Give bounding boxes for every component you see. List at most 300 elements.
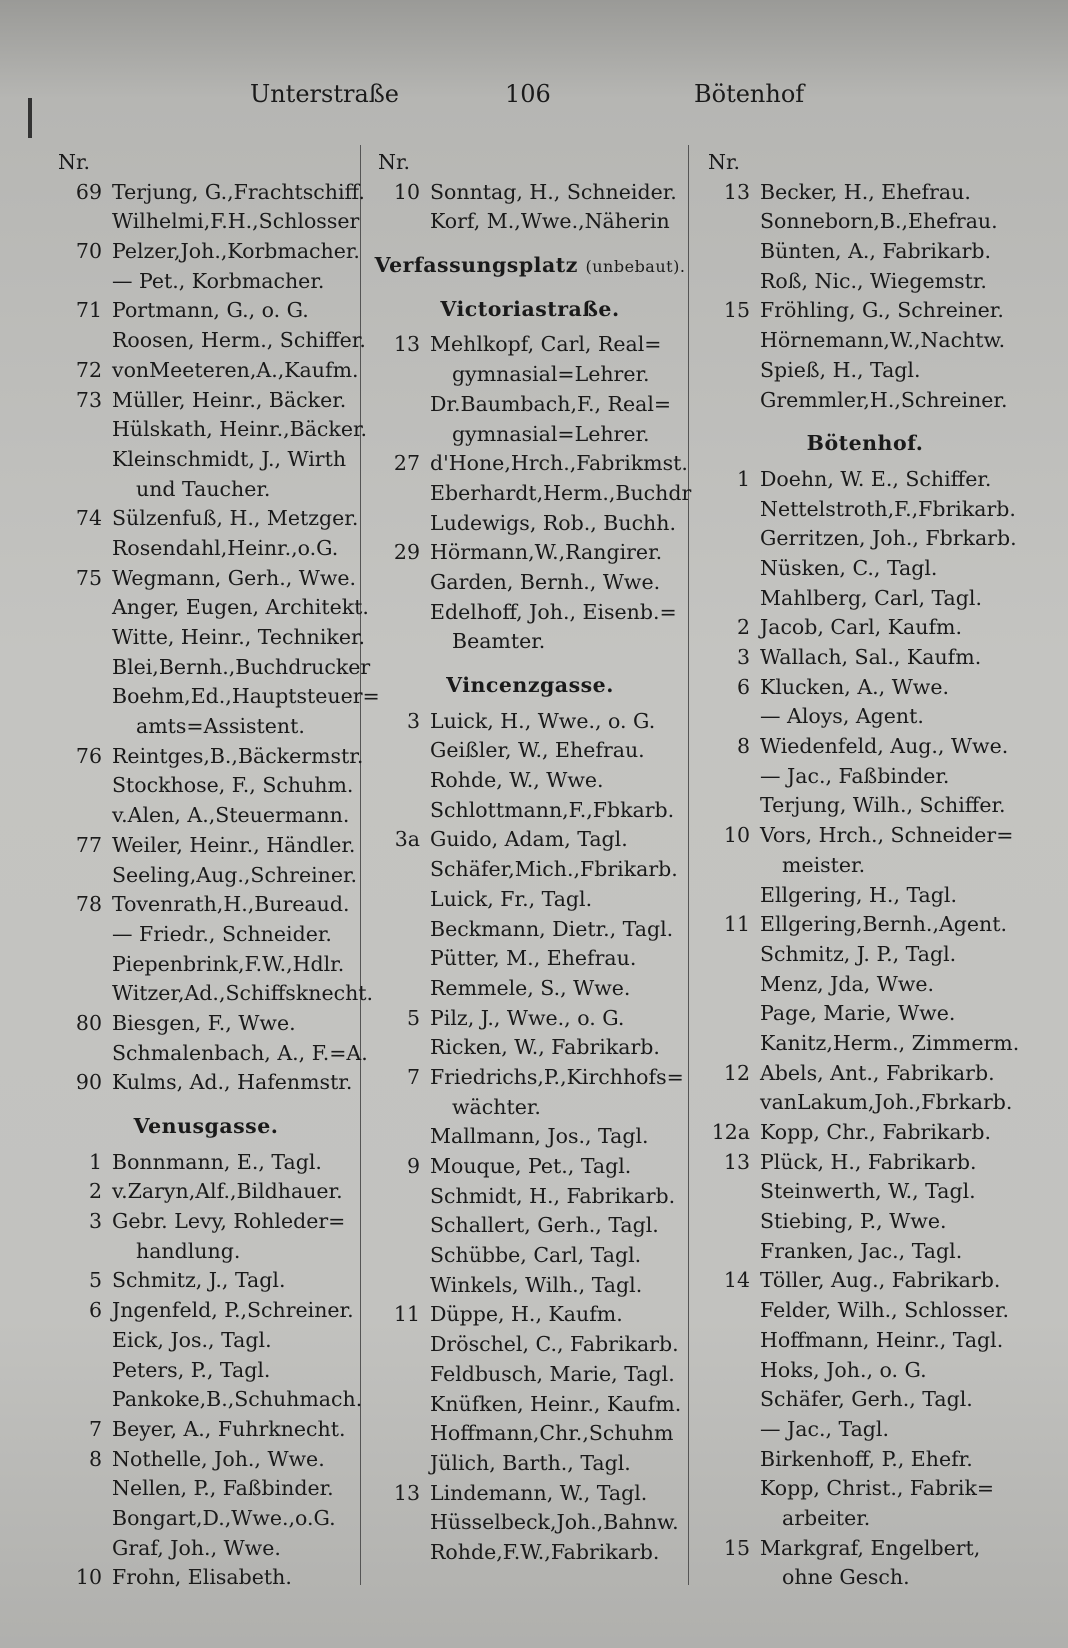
list-item [50, 207, 362, 237]
house-number: 90 [75, 1070, 102, 1095]
house-number: 13 [393, 332, 420, 357]
list-item [370, 1063, 690, 1093]
resident-entry: Schallert, Gerh., Tagl. [430, 1213, 659, 1238]
resident-entry: vonMeeteren,A.,Kaufm. [112, 357, 359, 382]
list-item [700, 1148, 1030, 1178]
house-number: 2 [736, 615, 750, 640]
nr-heading [370, 148, 690, 178]
list-item [370, 1360, 690, 1390]
house-number: 73 [75, 387, 102, 412]
list-item [50, 1445, 362, 1475]
list-item [370, 178, 690, 208]
resident-entry: Nothelle, Joh., Wwe. [112, 1446, 325, 1471]
house-number: 12 [723, 1060, 750, 1085]
resident-entry: Hüsselbeck,Joh.,Bahnw. [430, 1510, 679, 1535]
list-item [700, 1504, 1030, 1534]
list-item [50, 1009, 362, 1039]
place-name: Verfassungsplatz [374, 253, 578, 278]
list-item [700, 1118, 1030, 1148]
list-item [370, 1508, 690, 1538]
resident-entry: Boehm,Ed.,Hauptsteuer= [112, 684, 380, 709]
list-item [370, 796, 690, 826]
list-item [370, 1033, 690, 1063]
resident-entry: Hülskath, Heinr.,Bäcker. [112, 417, 368, 442]
resident-entry: v.Alen, A.,Steuermann. [112, 803, 350, 828]
list-item [700, 1088, 1030, 1118]
resident-entry: Knüfken, Heinr., Kaufm. [430, 1391, 682, 1416]
list-item [370, 944, 690, 974]
house-number: 11 [723, 912, 750, 937]
resident-entry: ohne Gesch. [782, 1565, 910, 1590]
nr-label: Nr. [378, 150, 411, 174]
resident-entry: Kopp, Chr., Fabrikarb. [760, 1120, 991, 1144]
resident-entry: Vors, Hrch., Schneider= [760, 823, 1014, 848]
header-right-street: Bötenhof [694, 80, 805, 108]
column-3-entries [700, 178, 1030, 416]
resident-entry: Kleinschmidt, J., Wirth [112, 446, 347, 471]
house-number: 1 [88, 1149, 102, 1174]
house-number: 71 [75, 298, 102, 323]
list-item [50, 475, 362, 505]
resident-entry: Anger, Eugen, Architekt. [112, 595, 369, 620]
list-item [370, 1241, 690, 1271]
house-number: 3a [394, 827, 420, 852]
list-item [370, 1449, 690, 1479]
resident-entry: Bongart,D.,Wwe.,o.G. [112, 1505, 336, 1530]
boetenhof-entries [700, 465, 1030, 1593]
list-item [370, 509, 690, 539]
list-item [50, 1356, 362, 1386]
list-item [50, 831, 362, 861]
list-item [50, 415, 368, 445]
list-item [370, 974, 690, 1004]
list-item [370, 1419, 690, 1449]
resident-entry: Luick, Fr., Tagl. [430, 886, 593, 911]
resident-entry: Steinwerth, W., Tagl. [760, 1179, 976, 1204]
house-number: 7 [88, 1416, 102, 1441]
resident-entry: Schmitz, J., Tagl. [112, 1268, 286, 1293]
list-item [700, 267, 1030, 297]
list-item [700, 673, 1030, 703]
house-number: 8 [88, 1446, 102, 1471]
resident-entry: Kulms, Ad., Hafenmstr. [112, 1070, 353, 1095]
list-item [50, 1563, 362, 1593]
list-item [700, 791, 1030, 821]
resident-entry: Abels, Ant., Fabrikarb. [760, 1060, 995, 1085]
list-item [50, 861, 362, 891]
house-number: 9 [406, 1154, 420, 1178]
house-number: 76 [75, 743, 102, 768]
column-2 [370, 148, 690, 1568]
list-item [370, 360, 690, 390]
list-item [50, 1039, 368, 1069]
house-number: 3 [88, 1209, 102, 1234]
house-number: 15 [723, 298, 750, 323]
resident-entry: Stockhose, F., Schuhm. [112, 773, 354, 798]
resident-entry: Sülzenfuß, H., Metzger. [112, 506, 359, 531]
list-item [50, 771, 362, 801]
resident-entry: Pankoke,B.,Schuhmach. [112, 1387, 363, 1412]
list-item [700, 386, 1030, 416]
list-item [700, 207, 1030, 237]
resident-entry: Schmidt, H., Fabrikarb. [430, 1183, 676, 1208]
column-1-entries [50, 178, 380, 1098]
resident-entry: Mallmann, Jos., Tagl. [430, 1124, 649, 1149]
resident-entry: amts=Assistent. [136, 714, 305, 739]
resident-entry: Bünten, A., Fabrikarb. [760, 239, 992, 264]
list-item [700, 732, 1030, 762]
resident-entry: — Jac., Tagl. [760, 1416, 889, 1441]
resident-entry: Luick, H., Wwe., o. G. [430, 708, 656, 733]
list-item [370, 390, 690, 420]
resident-entry: d'Hone,Hrch.,Fabrikmst. [430, 451, 688, 476]
resident-entry: Winkels, Wilh., Tagl. [430, 1272, 643, 1297]
resident-entry: Feldbusch, Marie, Tagl. [430, 1361, 675, 1386]
resident-entry: Eberhardt,Herm.,Buchdr [430, 480, 692, 505]
resident-entry: Düppe, H., Kaufm. [430, 1302, 623, 1327]
list-item [700, 1445, 1030, 1475]
list-item [370, 766, 690, 796]
house-number: 5 [88, 1268, 102, 1293]
place-note: (unbebaut). [585, 257, 686, 277]
resident-entry: Ricken, W., Fabrikarb. [430, 1035, 660, 1060]
resident-entry: Nüsken, C., Tagl. [760, 555, 938, 580]
house-number: 15 [723, 1535, 750, 1560]
resident-entry: Kanitz,Herm., Zimmerm. [760, 1030, 1020, 1055]
list-item [50, 564, 362, 594]
list-item [370, 449, 690, 479]
house-number: 10 [723, 823, 750, 848]
list-item [700, 495, 1030, 525]
resident-entry: Eick, Jos., Tagl. [112, 1327, 272, 1352]
resident-entry: Nettelstroth,F.,Fbrikarb. [760, 496, 1016, 521]
list-item [50, 1385, 362, 1415]
house-number: 11 [393, 1302, 420, 1327]
resident-entry: v.Zaryn,Alf.,Bildhauer. [112, 1179, 343, 1204]
resident-entry: Biesgen, F., Wwe. [112, 1010, 296, 1035]
list-item [370, 207, 690, 237]
house-number: 78 [75, 892, 102, 917]
list-item [370, 1093, 690, 1123]
house-number: 8 [736, 734, 750, 759]
resident-entry: Franken, Jac., Tagl. [760, 1238, 963, 1263]
resident-entry: Schlottmann,F.,Fbkarb. [430, 797, 675, 822]
list-item [370, 855, 690, 885]
list-item [370, 825, 690, 855]
resident-entry: Wallach, Sal., Kaufm. [760, 645, 982, 669]
resident-entry: handlung. [136, 1238, 241, 1263]
house-number: 1 [736, 466, 750, 491]
list-item [700, 1534, 1030, 1564]
list-item [370, 707, 690, 737]
resident-entry: Friedrichs,P.,Kirchhofs= [430, 1064, 684, 1089]
section-heading-vincenzgasse: Vincenzgasse. [446, 673, 614, 697]
resident-entry: Schübbe, Carl, Tagl. [430, 1243, 642, 1268]
resident-entry: wächter. [452, 1094, 541, 1119]
resident-entry: Mahlberg, Carl, Tagl. [760, 585, 982, 610]
venusgasse-entries [50, 1148, 362, 1593]
victoriastrasse-entries [370, 330, 690, 657]
resident-entry: arbeiter. [782, 1505, 871, 1530]
list-item [50, 1148, 362, 1178]
list-item [370, 479, 690, 509]
resident-entry: Ludewigs, Rob., Buchh. [430, 510, 676, 535]
house-number: 14 [723, 1268, 750, 1293]
resident-entry: Spieß, H., Tagl. [760, 357, 921, 382]
resident-entry: Schäfer,Mich.,Fbrikarb. [430, 857, 678, 882]
list-item [50, 742, 362, 772]
resident-entry: Geißler, W., Ehefrau. [430, 738, 645, 763]
spacer [700, 415, 1030, 429]
resident-entry: Tovenrath,H.,Bureaud. [112, 892, 350, 917]
list-item [50, 623, 366, 653]
house-number: 75 [75, 565, 102, 590]
list-item [700, 237, 1030, 267]
house-number: 27 [393, 451, 420, 476]
resident-entry: Felder, Wilh., Schlosser. [760, 1298, 1010, 1323]
resident-entry: Hoffmann, Heinr., Tagl. [760, 1327, 1004, 1352]
resident-entry: Korf, M.,Wwe.,Näherin [430, 209, 670, 234]
resident-entry: Rohde, W., Wwe. [430, 768, 604, 793]
resident-entry: Beyer, A., Fuhrknecht. [112, 1416, 346, 1441]
list-item [370, 1004, 690, 1034]
list-item [700, 1385, 1030, 1415]
list-item [50, 1237, 362, 1267]
column-2-entries [370, 178, 690, 237]
resident-entry: — Aloys, Agent. [760, 704, 924, 729]
list-item [50, 1207, 362, 1237]
page-number: 106 [505, 80, 551, 108]
resident-entry: Terjung, Wilh., Schiffer. [760, 793, 1006, 818]
list-item [700, 1059, 1030, 1089]
list-item [50, 653, 371, 683]
list-item [50, 1504, 362, 1534]
header-left-street: Unterstraße [250, 80, 399, 108]
list-item [50, 1068, 362, 1098]
resident-entry: Nellen, P., Faßbinder. [112, 1476, 334, 1501]
house-number: 3 [736, 645, 750, 669]
list-item [700, 356, 1030, 386]
house-number: 5 [406, 1005, 420, 1030]
house-number: 29 [393, 540, 420, 565]
list-item [50, 267, 362, 297]
resident-entry: Roß, Nic., Wiegemstr. [760, 268, 987, 293]
resident-entry: Müller, Heinr., Bäcker. [112, 387, 347, 412]
list-item [370, 1182, 690, 1212]
list-item [700, 702, 1030, 732]
resident-entry: Edelhoff, Joh., Eisenb.= [430, 599, 677, 624]
house-number: 69 [75, 179, 102, 204]
house-number: 6 [736, 674, 750, 699]
house-number: 10 [75, 1565, 102, 1590]
resident-entry: Jacob, Carl, Kaufm. [760, 615, 962, 640]
resident-entry: Becker, H., Ehefrau. [760, 179, 971, 204]
resident-entry: Jülich, Barth., Tagl. [430, 1450, 631, 1475]
list-item [700, 881, 1030, 911]
list-item [370, 1300, 690, 1330]
list-item [700, 851, 1030, 881]
list-item [370, 736, 690, 766]
resident-entry: Schmitz, J. P., Tagl. [760, 941, 957, 966]
list-item [700, 178, 1030, 208]
list-item [370, 330, 690, 360]
list-item [370, 915, 690, 945]
house-number: 7 [406, 1064, 420, 1089]
resident-entry: Pütter, M., Ehefrau. [430, 946, 637, 971]
resident-entry: Stiebing, P., Wwe. [760, 1209, 947, 1234]
resident-entry: Jngenfeld, P.,Schreiner. [112, 1298, 354, 1323]
house-number: 72 [75, 357, 102, 382]
list-item [370, 1390, 690, 1420]
list-item [50, 1534, 362, 1564]
resident-entry: — Pet., Korbmacher. [112, 268, 325, 293]
list-item [700, 999, 1030, 1029]
section-heading-verfassungsplatz [370, 251, 690, 281]
list-item [700, 1207, 1030, 1237]
list-item [50, 1266, 362, 1296]
resident-entry: Ellgering, H., Tagl. [760, 882, 957, 907]
resident-entry: Menz, Jda, Wwe. [760, 971, 935, 996]
resident-entry: und Taucher. [136, 476, 271, 501]
resident-entry: gymnasial=Lehrer. [452, 362, 650, 387]
vincenzgasse-entries [370, 707, 690, 1568]
resident-entry: Schäfer, Gerh., Tagl. [760, 1387, 973, 1412]
nr-heading [700, 148, 1030, 178]
list-item [50, 593, 369, 623]
list-item [50, 1415, 362, 1445]
list-item [700, 762, 1030, 792]
spacer [50, 1098, 362, 1112]
resident-entry: Wilhelmi,F.H.,Schlosser [112, 209, 360, 234]
list-item [370, 1122, 690, 1152]
list-item [50, 326, 366, 356]
list-item [370, 1479, 690, 1509]
house-number: 6 [88, 1298, 102, 1323]
list-item [50, 356, 362, 386]
section-heading-venusgasse: Venusgasse. [133, 1114, 279, 1138]
list-item [370, 1211, 690, 1241]
resident-entry: Beamter. [452, 629, 546, 654]
resident-entry: Reintges,B.,Bäckermstr. [112, 743, 364, 768]
resident-entry: Witzer,Ad.,Schiffsknecht. [112, 981, 374, 1006]
list-item [50, 682, 380, 712]
list-item [700, 613, 1030, 643]
list-item [700, 524, 1030, 554]
resident-entry: Garden, Bernh., Wwe. [430, 569, 661, 594]
resident-entry: Lindemann, W., Tagl. [430, 1480, 648, 1505]
house-number: 12a [711, 1120, 750, 1144]
resident-entry: Pilz, J., Wwe., o. G. [430, 1005, 625, 1030]
resident-entry: Hoks, Joh., o. G. [760, 1357, 927, 1382]
resident-entry: Doehn, W. E., Schiffer. [760, 466, 992, 491]
spacer [370, 657, 690, 671]
list-item [50, 534, 362, 564]
resident-entry: Plück, H., Fabrikarb. [760, 1149, 977, 1174]
resident-entry: Dröschel, C., Fabrikarb. [430, 1332, 679, 1357]
resident-entry: Frohn, Elisabeth. [112, 1565, 292, 1590]
resident-entry: meister. [782, 852, 866, 877]
resident-entry: Töller, Aug., Fabrikarb. [760, 1268, 1001, 1293]
resident-entry: Birkenhoff, P., Ehefr. [760, 1446, 973, 1471]
resident-entry: gymnasial=Lehrer. [452, 421, 650, 446]
list-item [50, 712, 362, 742]
resident-entry: Kopp, Christ., Fabrik= [760, 1476, 995, 1501]
resident-entry: Rosendahl,Heinr.,o.G. [112, 535, 339, 560]
resident-entry: Page, Marie, Wwe. [760, 1001, 956, 1026]
list-item [50, 979, 374, 1009]
resident-entry: Gremmler,H.,Schreiner. [760, 387, 1008, 412]
list-item [50, 504, 362, 534]
list-item [370, 1330, 690, 1360]
list-item [700, 1415, 1030, 1445]
resident-entry: Wiedenfeld, Aug., Wwe. [760, 734, 1009, 759]
list-item [700, 584, 1030, 614]
list-item [700, 910, 1030, 940]
list-item [50, 950, 362, 980]
list-item [700, 1177, 1030, 1207]
list-item [700, 1266, 1030, 1296]
list-item [50, 1474, 362, 1504]
list-item [370, 1152, 690, 1182]
column-3 [700, 148, 1030, 1593]
list-item [50, 445, 362, 475]
resident-entry: Schmalenbach, A., F.=A. [112, 1040, 368, 1065]
resident-entry: — Friedr., Schneider. [112, 921, 332, 946]
list-item [370, 420, 690, 450]
resident-entry: Klucken, A., Wwe. [760, 674, 949, 699]
resident-entry: Mehlkopf, Carl, Real= [430, 332, 662, 357]
list-item [700, 465, 1030, 495]
list-item [370, 568, 690, 598]
resident-entry: Rohde,F.W.,Fabrikarb. [430, 1539, 660, 1564]
resident-entry: Beckmann, Dietr., Tagl. [430, 916, 674, 941]
list-item [700, 643, 1030, 673]
nr-label: Nr. [708, 150, 741, 174]
resident-entry: Roosen, Herm., Schiffer. [112, 328, 366, 353]
list-item [50, 801, 362, 831]
resident-entry: Markgraf, Engelbert, [760, 1535, 981, 1560]
list-item [370, 627, 690, 657]
list-item [50, 296, 362, 326]
resident-entry: Bonnmann, E., Tagl. [112, 1149, 322, 1174]
resident-entry: Seeling,Aug.,Schreiner. [112, 862, 358, 887]
resident-entry: Sonneborn,B.,Ehefrau. [760, 209, 998, 234]
list-item [700, 296, 1030, 326]
resident-entry: Peters, P., Tagl. [112, 1357, 271, 1382]
page-header [0, 80, 1068, 116]
list-item [700, 326, 1030, 356]
list-item [700, 940, 1030, 970]
list-item [700, 821, 1030, 851]
list-item [370, 1271, 690, 1301]
list-item [50, 1177, 362, 1207]
list-item [700, 1237, 1030, 1267]
list-item [50, 1326, 362, 1356]
resident-entry: Hörmann,W.,Rangirer. [430, 540, 663, 565]
resident-entry: — Jac., Faßbinder. [760, 763, 950, 788]
list-item [370, 1538, 690, 1568]
house-number: 80 [75, 1010, 102, 1035]
list-item [700, 1296, 1030, 1326]
resident-entry: Fröhling, G., Schreiner. [760, 298, 1004, 323]
house-number: 13 [723, 1149, 750, 1174]
resident-entry: vanLakum,Joh.,Fbrkarb. [760, 1090, 1013, 1115]
house-number: 10 [393, 179, 420, 204]
nr-label: Nr. [58, 150, 91, 174]
spacer [370, 237, 690, 251]
resident-entry: Terjung, G.,Frachtschiff. [112, 179, 365, 204]
house-number: 13 [723, 179, 750, 204]
